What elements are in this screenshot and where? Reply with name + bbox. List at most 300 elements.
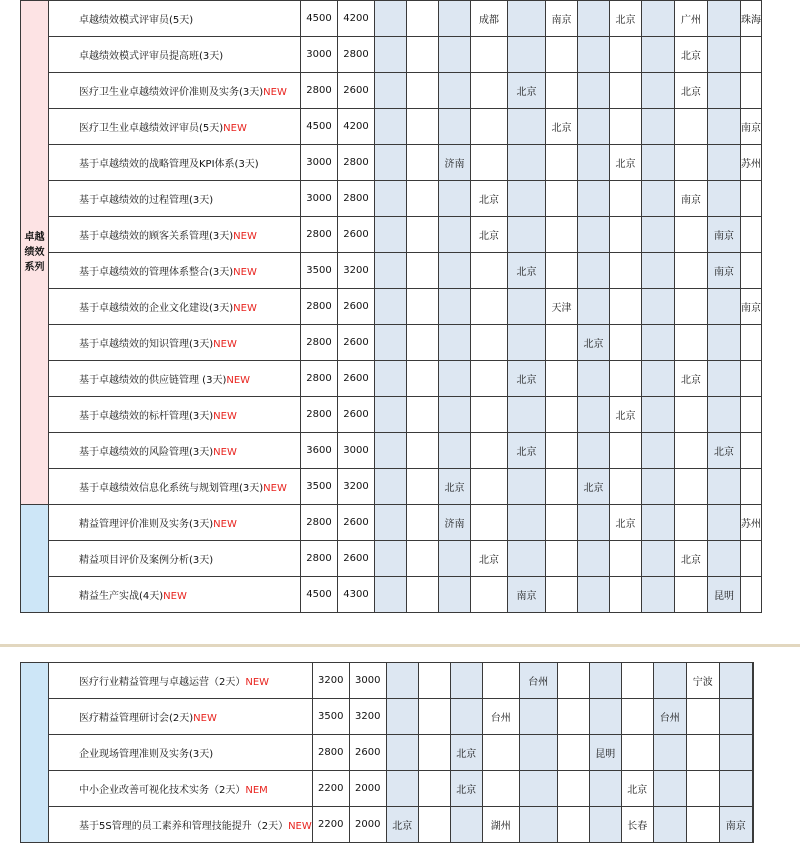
schedule-city-cell [546,505,578,541]
course-name: 基于卓越绩效信息化系统与规划管理(3天) [79,483,264,494]
schedule-city-cell [471,289,508,325]
price-discount: 3200 [338,253,375,289]
new-badge: NEW [213,447,237,458]
schedule-city-cell [610,361,642,397]
schedule-city-cell: 北京 [508,253,546,289]
schedule-city-cell [557,699,589,735]
course-name: 医疗精益管理研讨会(2天) [79,713,194,724]
schedule-city-cell: 苏州 [741,505,762,541]
schedule-city-cell: 北京 [675,37,708,73]
schedule-city-cell [642,1,675,37]
schedule-city-cell [546,397,578,433]
schedule-city-cell: 北京 [508,433,546,469]
course-name: 基于卓越绩效的知识管理(3天) [79,339,214,350]
price-discount: 2600 [338,397,375,433]
schedule-city-cell [375,217,407,253]
schedule-city-cell [546,469,578,505]
course-name: 医疗行业精益管理与卓越运营（2天） [79,677,246,688]
schedule-city-cell [439,361,471,397]
schedule-city-cell [407,289,439,325]
schedule-city-cell: 北京 [508,73,546,109]
schedule-city-cell [741,577,762,613]
schedule-city-cell [546,37,578,73]
price-standard: 3000 [301,37,338,73]
new-badge: NEW [233,231,257,242]
schedule-city-cell: 北京 [610,1,642,37]
new-badge: NEW [233,267,257,278]
schedule-city-cell [375,433,407,469]
schedule-city-cell [752,807,753,843]
schedule-city-cell [557,807,589,843]
schedule-city-cell [642,253,675,289]
schedule-city-cell [375,361,407,397]
table-row [21,361,762,397]
schedule-city-cell [719,771,752,807]
schedule-city-cell [642,577,675,613]
course-name-cell [49,577,301,613]
schedule-city-cell: 北京 [578,325,610,361]
schedule-city-cell [471,361,508,397]
schedule-city-cell [439,1,471,37]
section-separator [0,644,800,647]
price-standard: 2800 [301,289,338,325]
schedule-city-cell [741,541,762,577]
schedule-city-cell [752,663,753,699]
schedule-city-cell [508,37,546,73]
schedule-city-cell [546,325,578,361]
schedule-city-cell [589,663,621,699]
schedule-city-cell: 北京 [471,217,508,253]
table-row [21,699,754,735]
schedule-city-cell [508,109,546,145]
schedule-city-cell: 北京 [450,771,482,807]
schedule-city-cell [708,289,741,325]
schedule-city-cell [375,325,407,361]
schedule-city-cell: 南京 [719,807,752,843]
schedule-city-cell [610,181,642,217]
schedule-city-cell [546,433,578,469]
schedule-city-cell [418,735,450,771]
schedule-city-cell [686,771,719,807]
price-discount: 2600 [338,505,375,541]
schedule-city-cell [519,771,557,807]
course-name-cell [49,253,301,289]
schedule-city-cell [386,699,418,735]
schedule-city-cell [407,145,439,181]
price-standard: 2800 [301,541,338,577]
schedule-city-cell [741,181,762,217]
schedule-city-cell [482,735,519,771]
schedule-city-cell [741,325,762,361]
schedule-city-cell [471,433,508,469]
schedule-city-cell: 台州 [653,699,686,735]
course-name: 精益项目评价及案例分析(3天) [79,555,214,566]
schedule-city-cell: 珠海 [741,1,762,37]
schedule-city-cell: 南京 [508,577,546,613]
schedule-city-cell: 北京 [546,109,578,145]
price-discount: 2600 [338,325,375,361]
schedule-city-cell: 南京 [675,181,708,217]
price-discount: 2600 [338,73,375,109]
schedule-city-cell [653,771,686,807]
schedule-city-cell [508,181,546,217]
new-badge: NEW [193,713,217,724]
schedule-city-cell: 南京 [741,289,762,325]
schedule-city-cell [686,735,719,771]
schedule-city-cell [610,469,642,505]
schedule-city-cell [471,73,508,109]
table-row [21,145,762,181]
table-row [21,73,762,109]
schedule-city-cell [610,109,642,145]
schedule-city-cell [546,253,578,289]
schedule-city-cell [557,771,589,807]
schedule-city-cell [439,541,471,577]
schedule-city-cell [375,577,407,613]
schedule-city-cell [557,663,589,699]
schedule-city-cell: 台州 [482,699,519,735]
schedule-city-cell [407,577,439,613]
course-name-cell [49,541,301,577]
schedule-city-cell [508,469,546,505]
schedule-city-cell: 北京 [675,361,708,397]
price-standard: 2800 [301,325,338,361]
schedule-city-cell: 北京 [386,807,418,843]
schedule-city-cell: 南京 [708,217,741,253]
table-row [21,771,754,807]
price-standard: 2200 [312,771,349,807]
schedule-city-cell [407,217,439,253]
price-discount: 2800 [338,181,375,217]
schedule-city-cell [675,325,708,361]
price-discount: 2800 [338,145,375,181]
new-badge: NEW [213,339,237,350]
price-standard: 3200 [312,663,349,699]
schedule-city-cell [675,577,708,613]
schedule-city-cell [675,433,708,469]
schedule-city-cell [621,663,653,699]
schedule-city-cell [589,699,621,735]
schedule-city-cell [708,469,741,505]
course-name-cell [49,145,301,181]
course-name: 企业现场管理准则及实务(3天) [79,749,214,760]
course-name: 基于卓越绩效的风险管理(3天) [79,447,214,458]
price-standard: 3500 [312,699,349,735]
price-discount: 2600 [338,541,375,577]
schedule-city-cell [407,73,439,109]
price-standard: 2200 [312,807,349,843]
schedule-city-cell [610,253,642,289]
price-discount: 3200 [349,699,386,735]
schedule-city-cell: 广州 [675,1,708,37]
schedule-city-cell: 济南 [439,505,471,541]
table-row [21,289,762,325]
schedule-city-cell [642,397,675,433]
table-row [21,37,762,73]
schedule-city-cell [752,771,753,807]
price-standard: 3500 [301,253,338,289]
course-name: 基于卓越绩效的过程管理(3天) [79,195,214,206]
schedule-city-cell [610,37,642,73]
schedule-city-cell [407,397,439,433]
schedule-city-cell [719,735,752,771]
course-name-cell [49,181,301,217]
new-badge: NEW [233,303,257,314]
course-name: 基于卓越绩效的管理体系整合(3天) [79,267,234,278]
price-standard: 2800 [301,397,338,433]
schedule-city-cell [407,505,439,541]
schedule-city-cell [471,505,508,541]
table-row [21,253,762,289]
schedule-city-cell [375,541,407,577]
schedule-city-cell [546,217,578,253]
schedule-city-cell [578,505,610,541]
schedule-city-cell [519,807,557,843]
schedule-city-cell [439,433,471,469]
schedule-city-cell [653,807,686,843]
schedule-city-cell: 北京 [621,771,653,807]
schedule-city-cell [386,735,418,771]
course-schedule-table-bottom [20,662,754,843]
schedule-city-cell [708,325,741,361]
new-badge: NEW [226,375,251,386]
schedule-city-cell [471,109,508,145]
schedule-city-cell [471,577,508,613]
schedule-city-cell: 湖州 [482,807,519,843]
schedule-city-cell [610,289,642,325]
schedule-city-cell [578,433,610,469]
schedule-city-cell [546,577,578,613]
new-badge: NEM [245,785,268,796]
schedule-city-cell [482,771,519,807]
schedule-city-cell [642,289,675,325]
schedule-city-cell [375,505,407,541]
schedule-city-cell [375,181,407,217]
schedule-city-cell [642,73,675,109]
schedule-city-cell [642,433,675,469]
price-standard: 3500 [301,469,338,505]
course-name: 精益生产实战(4天) [79,591,164,602]
schedule-city-cell [752,735,753,771]
schedule-city-cell [557,735,589,771]
schedule-city-cell [450,663,482,699]
price-discount: 4300 [338,577,375,613]
schedule-city-cell [439,397,471,433]
schedule-city-cell [439,73,471,109]
schedule-city-cell [508,325,546,361]
schedule-city-cell [610,217,642,253]
price-standard: 2800 [301,505,338,541]
schedule-city-cell [439,217,471,253]
schedule-city-cell [407,1,439,37]
price-standard: 2800 [312,735,349,771]
price-standard: 4500 [301,1,338,37]
schedule-city-cell [407,325,439,361]
schedule-city-cell [642,145,675,181]
price-discount: 2000 [349,807,386,843]
price-standard: 3000 [301,145,338,181]
schedule-city-cell [375,73,407,109]
course-name: 卓越绩效模式评审员(5天) [79,15,194,26]
price-discount: 2600 [338,217,375,253]
schedule-city-cell [741,433,762,469]
table-row [21,735,754,771]
schedule-city-cell [675,253,708,289]
schedule-city-cell [407,109,439,145]
schedule-city-cell [686,807,719,843]
schedule-city-cell: 台州 [519,663,557,699]
schedule-city-cell [450,699,482,735]
price-discount: 4200 [338,1,375,37]
price-discount: 2600 [349,735,386,771]
schedule-city-cell: 北京 [610,397,642,433]
schedule-city-cell [482,663,519,699]
schedule-city-cell [578,361,610,397]
schedule-city-cell [741,217,762,253]
schedule-city-cell: 北京 [708,433,741,469]
schedule-city-cell [610,541,642,577]
course-name-cell [49,109,301,145]
schedule-city-cell [708,505,741,541]
new-badge: NEW [213,519,237,530]
course-name: 精益管理评价准则及实务(3天) [79,519,214,530]
schedule-city-cell: 北京 [610,145,642,181]
schedule-city-cell [621,735,653,771]
schedule-city-cell [578,1,610,37]
course-name-cell [49,469,301,505]
schedule-city-cell [546,145,578,181]
course-name: 基于卓越绩效的供应链管理 (3天) [79,375,227,386]
course-name-cell [49,37,301,73]
new-badge: NEW [263,483,287,494]
schedule-city-cell: 昆明 [589,735,621,771]
schedule-city-cell [719,663,752,699]
schedule-city-cell: 苏州 [741,145,762,181]
course-name-cell [49,699,313,735]
schedule-city-cell [642,361,675,397]
price-standard: 2800 [301,73,338,109]
schedule-city-cell [741,37,762,73]
category-cell: 卓越绩效系列 [21,1,49,505]
schedule-city-cell [589,807,621,843]
table-row [21,663,754,699]
schedule-city-cell [675,289,708,325]
schedule-city-cell: 北京 [675,541,708,577]
category-cell [21,505,49,613]
schedule-city-cell [407,37,439,73]
schedule-city-cell: 南京 [741,109,762,145]
schedule-city-cell [610,577,642,613]
course-name-cell [49,289,301,325]
schedule-city-cell [508,145,546,181]
course-name-cell [49,325,301,361]
price-standard: 2800 [301,217,338,253]
schedule-city-cell [546,361,578,397]
schedule-city-cell [546,181,578,217]
schedule-city-cell [508,289,546,325]
price-standard: 3600 [301,433,338,469]
schedule-city-cell [741,361,762,397]
new-badge: NEW [213,411,237,422]
schedule-city-cell [439,109,471,145]
category-cell [21,663,49,843]
price-discount: 2600 [338,289,375,325]
schedule-city-cell [546,541,578,577]
schedule-city-cell [439,577,471,613]
course-schedule-table-top [20,0,762,613]
schedule-city-cell [375,253,407,289]
course-name: 基于卓越绩效的标杆管理(3天) [79,411,214,422]
schedule-city-cell [407,253,439,289]
schedule-city-cell [386,663,418,699]
course-name-cell [49,433,301,469]
price-standard: 4500 [301,109,338,145]
table-row [21,505,762,541]
course-name-cell [49,217,301,253]
schedule-city-cell [418,699,450,735]
schedule-city-cell [508,1,546,37]
schedule-city-cell [439,253,471,289]
schedule-city-cell [375,1,407,37]
schedule-city-cell [642,325,675,361]
price-discount: 3000 [349,663,386,699]
schedule-city-cell [578,541,610,577]
schedule-city-cell [675,469,708,505]
schedule-city-cell [407,181,439,217]
schedule-city-cell [642,541,675,577]
schedule-city-cell [519,699,557,735]
schedule-city-cell [375,397,407,433]
schedule-city-cell [407,469,439,505]
schedule-city-cell [642,109,675,145]
schedule-city-cell [578,109,610,145]
schedule-city-cell [708,1,741,37]
course-name: 基于5S管理的员工素养和管理技能提升（2天） [79,821,289,832]
schedule-city-cell [675,505,708,541]
new-badge: NEW [263,87,287,98]
schedule-city-cell [708,73,741,109]
schedule-city-cell [653,735,686,771]
schedule-city-cell: 南京 [546,1,578,37]
new-badge: NEW [288,821,312,832]
course-name: 卓越绩效模式评审员提高班(3天) [79,51,224,62]
schedule-city-cell [375,37,407,73]
schedule-city-cell [741,73,762,109]
schedule-city-cell [741,397,762,433]
table-row [21,1,762,37]
schedule-city-cell [375,145,407,181]
schedule-city-cell [471,325,508,361]
schedule-city-cell [752,699,753,735]
schedule-city-cell [471,253,508,289]
schedule-city-cell [642,469,675,505]
course-name: 医疗卫生业卓越绩效评价准则及实务(3天) [79,87,264,98]
schedule-city-cell [407,361,439,397]
table-row [21,469,762,505]
schedule-city-cell [741,469,762,505]
schedule-city-cell [471,397,508,433]
table-row [21,217,762,253]
schedule-city-cell [407,433,439,469]
schedule-city-cell [439,181,471,217]
schedule-city-cell [546,73,578,109]
schedule-city-cell [578,145,610,181]
schedule-city-cell [578,253,610,289]
schedule-city-cell [610,73,642,109]
table-row [21,181,762,217]
course-name-cell [49,73,301,109]
schedule-city-cell [578,181,610,217]
